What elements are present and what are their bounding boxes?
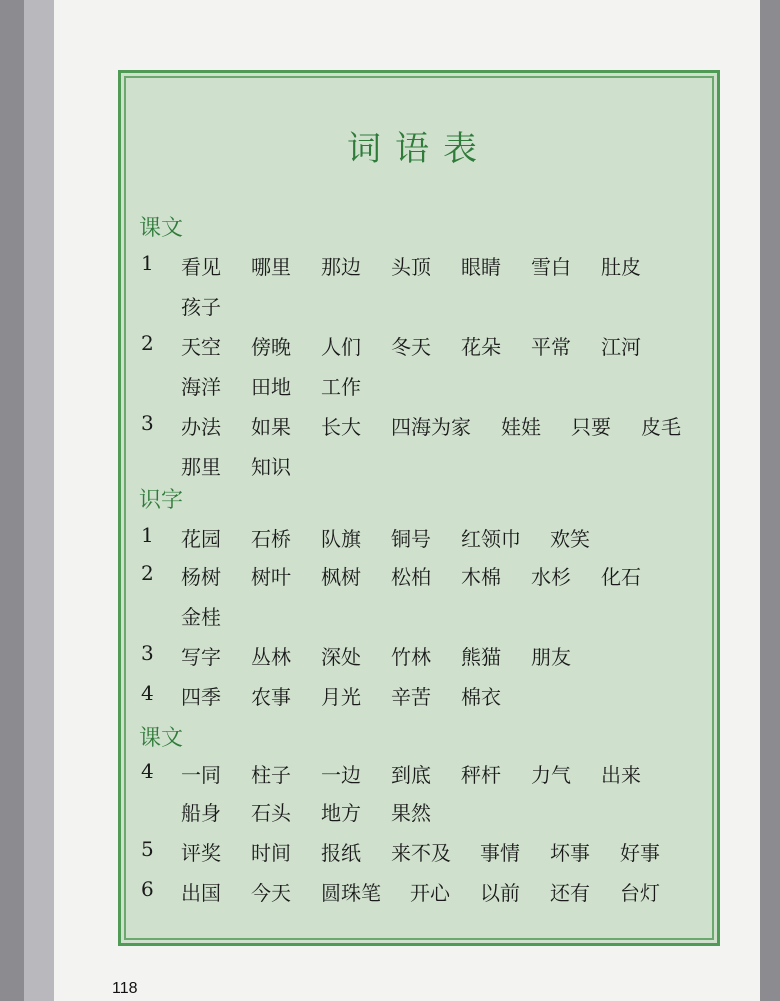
vocabulary-word: 知识 [251,455,291,479]
vocabulary-word: 工作 [321,375,361,399]
vocabulary-word: 朋友 [531,645,571,669]
vocabulary-word: 深处 [321,645,361,669]
vocabulary-word: 海洋 [181,375,221,399]
vocabulary-row [141,759,701,789]
vocabulary-word: 木棉 [461,565,501,589]
vocabulary-word: 红领巾 [461,527,521,551]
vocabulary-word: 出来 [601,763,641,787]
vocabulary-row [141,797,701,827]
lesson-number: 4 [141,681,154,705]
section-heading: 识字 [139,488,184,513]
vocabulary-word: 还有 [550,881,590,905]
vocabulary-row [141,371,701,401]
page-title: 词语表 [347,129,491,169]
vocabulary-word: 写字 [181,645,221,669]
vocabulary-word: 看见 [181,255,221,279]
vocabulary-word: 那里 [181,455,221,479]
vocabulary-word: 杨树 [181,565,221,589]
vocabulary-row [141,681,701,711]
vocabulary-word: 台灯 [620,881,660,905]
vocabulary-word: 秤杆 [461,763,501,787]
vocabulary-word: 只要 [571,415,611,439]
vocabulary-word: 眼睛 [461,255,501,279]
vocabulary-word: 船身 [181,801,221,825]
lesson-number: 3 [141,641,154,665]
vocabulary-word: 树叶 [251,565,291,589]
vocabulary-word: 皮毛 [641,415,681,439]
vocabulary-panel [118,70,720,946]
vocabulary-word: 铜号 [391,527,431,551]
vocabulary-word: 柱子 [251,763,291,787]
vocabulary-row [141,561,701,591]
vocabulary-word: 果然 [391,801,431,825]
vocabulary-word: 队旗 [321,527,361,551]
vocabulary-word: 四季 [181,685,221,709]
vocabulary-row [141,451,701,481]
vocabulary-word: 一边 [321,763,361,787]
vocabulary-word: 到底 [391,763,431,787]
vocabulary-row [141,641,701,671]
vocabulary-word: 花园 [181,527,221,551]
vocabulary-word: 那边 [321,255,361,279]
vocabulary-row [141,837,701,867]
vocabulary-word: 出国 [181,881,221,905]
vocabulary-word: 开心 [410,881,450,905]
vocabulary-row [141,291,701,321]
vocabulary-word: 松柏 [391,565,431,589]
lesson-number: 2 [141,331,154,355]
vocabulary-word: 化石 [601,565,641,589]
vocabulary-word: 哪里 [251,255,291,279]
section-heading: 课文 [139,216,184,241]
vocabulary-word: 地方 [321,801,361,825]
vocabulary-word: 人们 [321,335,361,359]
vocabulary-word: 天空 [181,335,221,359]
lesson-number: 6 [141,877,154,901]
vocabulary-word: 肚皮 [601,255,641,279]
vocabulary-word: 花朵 [461,335,501,359]
book-page [24,0,760,1001]
page-number: 118 [112,980,138,997]
vocabulary-word: 丛林 [251,645,291,669]
lesson-number: 2 [141,561,154,585]
vocabulary-word: 圆珠笔 [321,881,381,905]
vocabulary-word: 好事 [620,841,660,865]
vocabulary-word: 娃娃 [501,415,541,439]
vocabulary-word: 江河 [601,335,641,359]
vocabulary-row [141,411,701,441]
lesson-number: 1 [141,523,154,547]
lesson-number: 4 [141,759,154,783]
vocabulary-word: 石桥 [251,527,291,551]
vocabulary-word: 头顶 [391,255,431,279]
vocabulary-word: 月光 [321,685,361,709]
vocabulary-word: 冬天 [391,335,431,359]
vocabulary-word: 傍晚 [251,335,291,359]
vocabulary-word: 熊猫 [461,645,501,669]
vocabulary-word: 雪白 [531,255,571,279]
vocabulary-word: 辛苦 [391,685,431,709]
vocabulary-word: 四海为家 [391,415,471,439]
vocabulary-row [141,251,701,281]
vocabulary-word: 金桂 [181,605,221,629]
vocabulary-word: 今天 [251,881,291,905]
vocabulary-word: 棉衣 [461,685,501,709]
vocabulary-word: 事情 [480,841,520,865]
vocabulary-word: 竹林 [391,645,431,669]
vocabulary-word: 坏事 [550,841,590,865]
lesson-number: 1 [141,251,154,275]
vocabulary-word: 评奖 [181,841,221,865]
vocabulary-row [141,331,701,361]
vocabulary-word: 枫树 [321,565,361,589]
vocabulary-word: 一同 [181,763,221,787]
lesson-number: 3 [141,411,154,435]
vocabulary-word: 如果 [251,415,291,439]
vocabulary-word: 欢笑 [550,527,590,551]
vocabulary-word: 以前 [480,881,520,905]
lesson-number: 5 [141,837,154,861]
page-edge [24,0,54,1001]
vocabulary-row [141,601,701,631]
vocabulary-row [141,877,701,907]
section-heading: 课文 [139,726,184,751]
vocabulary-word: 农事 [251,685,291,709]
vocabulary-word: 孩子 [181,295,221,319]
vocabulary-word: 报纸 [321,841,361,865]
vocabulary-word: 平常 [531,335,571,359]
vocabulary-word: 石头 [251,801,291,825]
vocabulary-word: 长大 [321,415,361,439]
vocabulary-row [141,523,701,553]
vocabulary-word: 时间 [251,841,291,865]
vocabulary-word: 力气 [531,763,571,787]
vocabulary-word: 来不及 [391,841,451,865]
vocabulary-word: 田地 [251,375,291,399]
vocabulary-word: 水杉 [531,565,571,589]
vocabulary-word: 办法 [181,415,221,439]
